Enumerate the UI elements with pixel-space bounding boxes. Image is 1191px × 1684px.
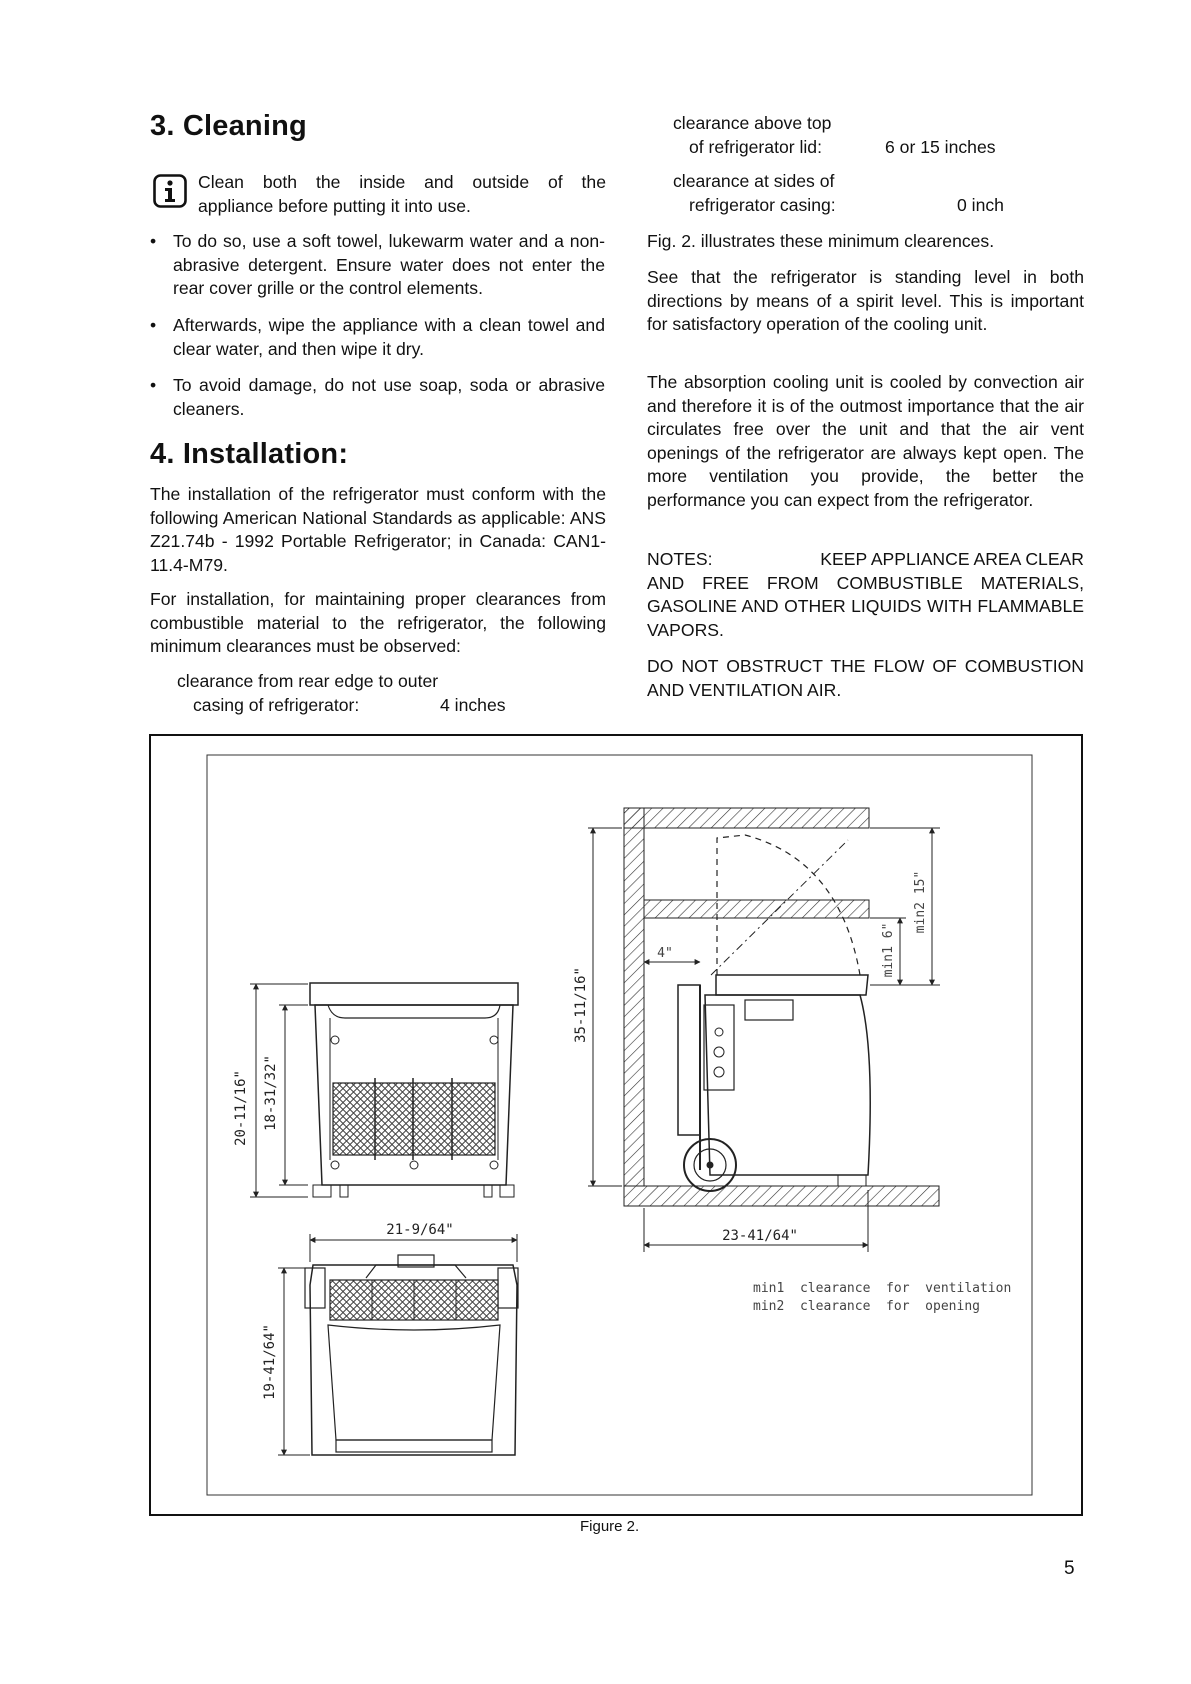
notes-label: NOTES: (647, 549, 713, 569)
dim-min2: min2 15" (913, 870, 928, 934)
clearance-label: of refrigerator lid: (689, 136, 822, 157)
bullet-text: Afterwards, wipe the appliance with a clean towel and clear water, and then wipe it dry. (173, 315, 605, 359)
absorption-para: The absorption cooling unit is cooled by convection air and therefore it is of the outmost importance that the air circulates free over the unit and that the air vent openings of the refrigerator are always kept open. The more ventilation you provide, the better the performance you can expect from the refrigerator. (647, 372, 1084, 510)
installation-heading: 4. Installation: (150, 438, 349, 470)
top-wall (624, 808, 869, 828)
dim-min1: min1 6" (881, 922, 896, 978)
installation-para2: For installation, for maintaining proper clearances from combustible material to the refrigerator, the following minimum clearances must be observed: (150, 589, 606, 656)
bullet-text: To avoid damage, do not use soap, soda or abrasive cleaners. (173, 375, 605, 419)
clearance-label: refrigerator casing: (689, 194, 836, 215)
dim-top-depth: 19-41/64" (262, 1324, 278, 1400)
dim-front-height-outer: 20-11/16" (233, 1070, 249, 1146)
side-view (678, 835, 870, 1191)
clearance-value: 4 inches (440, 694, 506, 715)
page-number: 5 (1064, 1558, 1075, 1579)
dim-front-height-inner: 18-31/32" (263, 1055, 279, 1131)
cleaning-intro-line2: appliance before putting it into use. (198, 195, 471, 216)
bullet-dot: • (150, 315, 157, 335)
clearance-label: clearance from rear edge to outer (177, 671, 439, 691)
do-not-obstruct: DO NOT OBSTRUCT THE FLOW OF COMBUSTION AND VENTILATION AIR. (647, 656, 1084, 700)
top-view (305, 1255, 518, 1455)
clearance-value: 0 inch (957, 194, 1004, 215)
clearance-label: clearance above top (673, 113, 832, 133)
dim-rear-gap: 4" (657, 946, 673, 961)
clearance-value: 6 or 15 inches (885, 136, 996, 157)
legend-min1: min1 clearance for ventilation (753, 1281, 1012, 1296)
fig-ref: Fig. 2. illustrates these minimum clearences. (647, 231, 995, 251)
cleaning-heading: 3. Cleaning (150, 110, 307, 142)
legend-min2: min2 clearance for opening (753, 1299, 980, 1314)
notes-first: KEEP APPLIANCE AREA CLEAR (820, 549, 1084, 569)
installation-para1: The installation of the refrigerator must conform with the following American National Standards as applicable: ANS Z21.74b - 1992 Portable Refrigerator; in Canada: CAN1-11.4-M79. (150, 484, 606, 575)
floor (624, 1186, 939, 1206)
shelf (644, 900, 869, 918)
notes-rest: AND FREE FROM COMBUSTIBLE MATERIALS, GASOLINE AND OTHER LIQUIDS WITH FLAMMABLE VAPORS. (647, 572, 1084, 640)
bullet-dot: • (150, 231, 157, 251)
dim-side-depth: 23-41/64" (722, 1228, 798, 1244)
figure-outer-frame (150, 735, 1082, 1515)
bullet-text: To do so, use a soft towel, lukewarm water and a non-abrasive detergent. Ensure water does not enter the rear cover grille or the control elements. (173, 231, 605, 298)
dim-total-height: 35-11/16" (573, 967, 589, 1043)
clearance-label: casing of refrigerator: (193, 694, 360, 715)
figure-caption: Figure 2. (580, 1518, 640, 1535)
dim-front-width: 21-9/64" (386, 1222, 454, 1238)
clearance-label: clearance at sides of (673, 171, 835, 191)
rear-wall (624, 808, 644, 1186)
front-view (310, 983, 518, 1197)
figure-inner-frame (207, 755, 1032, 1495)
level-para: See that the refrigerator is standing level in both directions by means of a spirit level. This is important for satisfactory operation of the cooling unit. (647, 267, 1084, 334)
bullet-dot: • (150, 375, 157, 395)
cleaning-intro-line1: Clean both the inside and outside of the (198, 172, 606, 192)
